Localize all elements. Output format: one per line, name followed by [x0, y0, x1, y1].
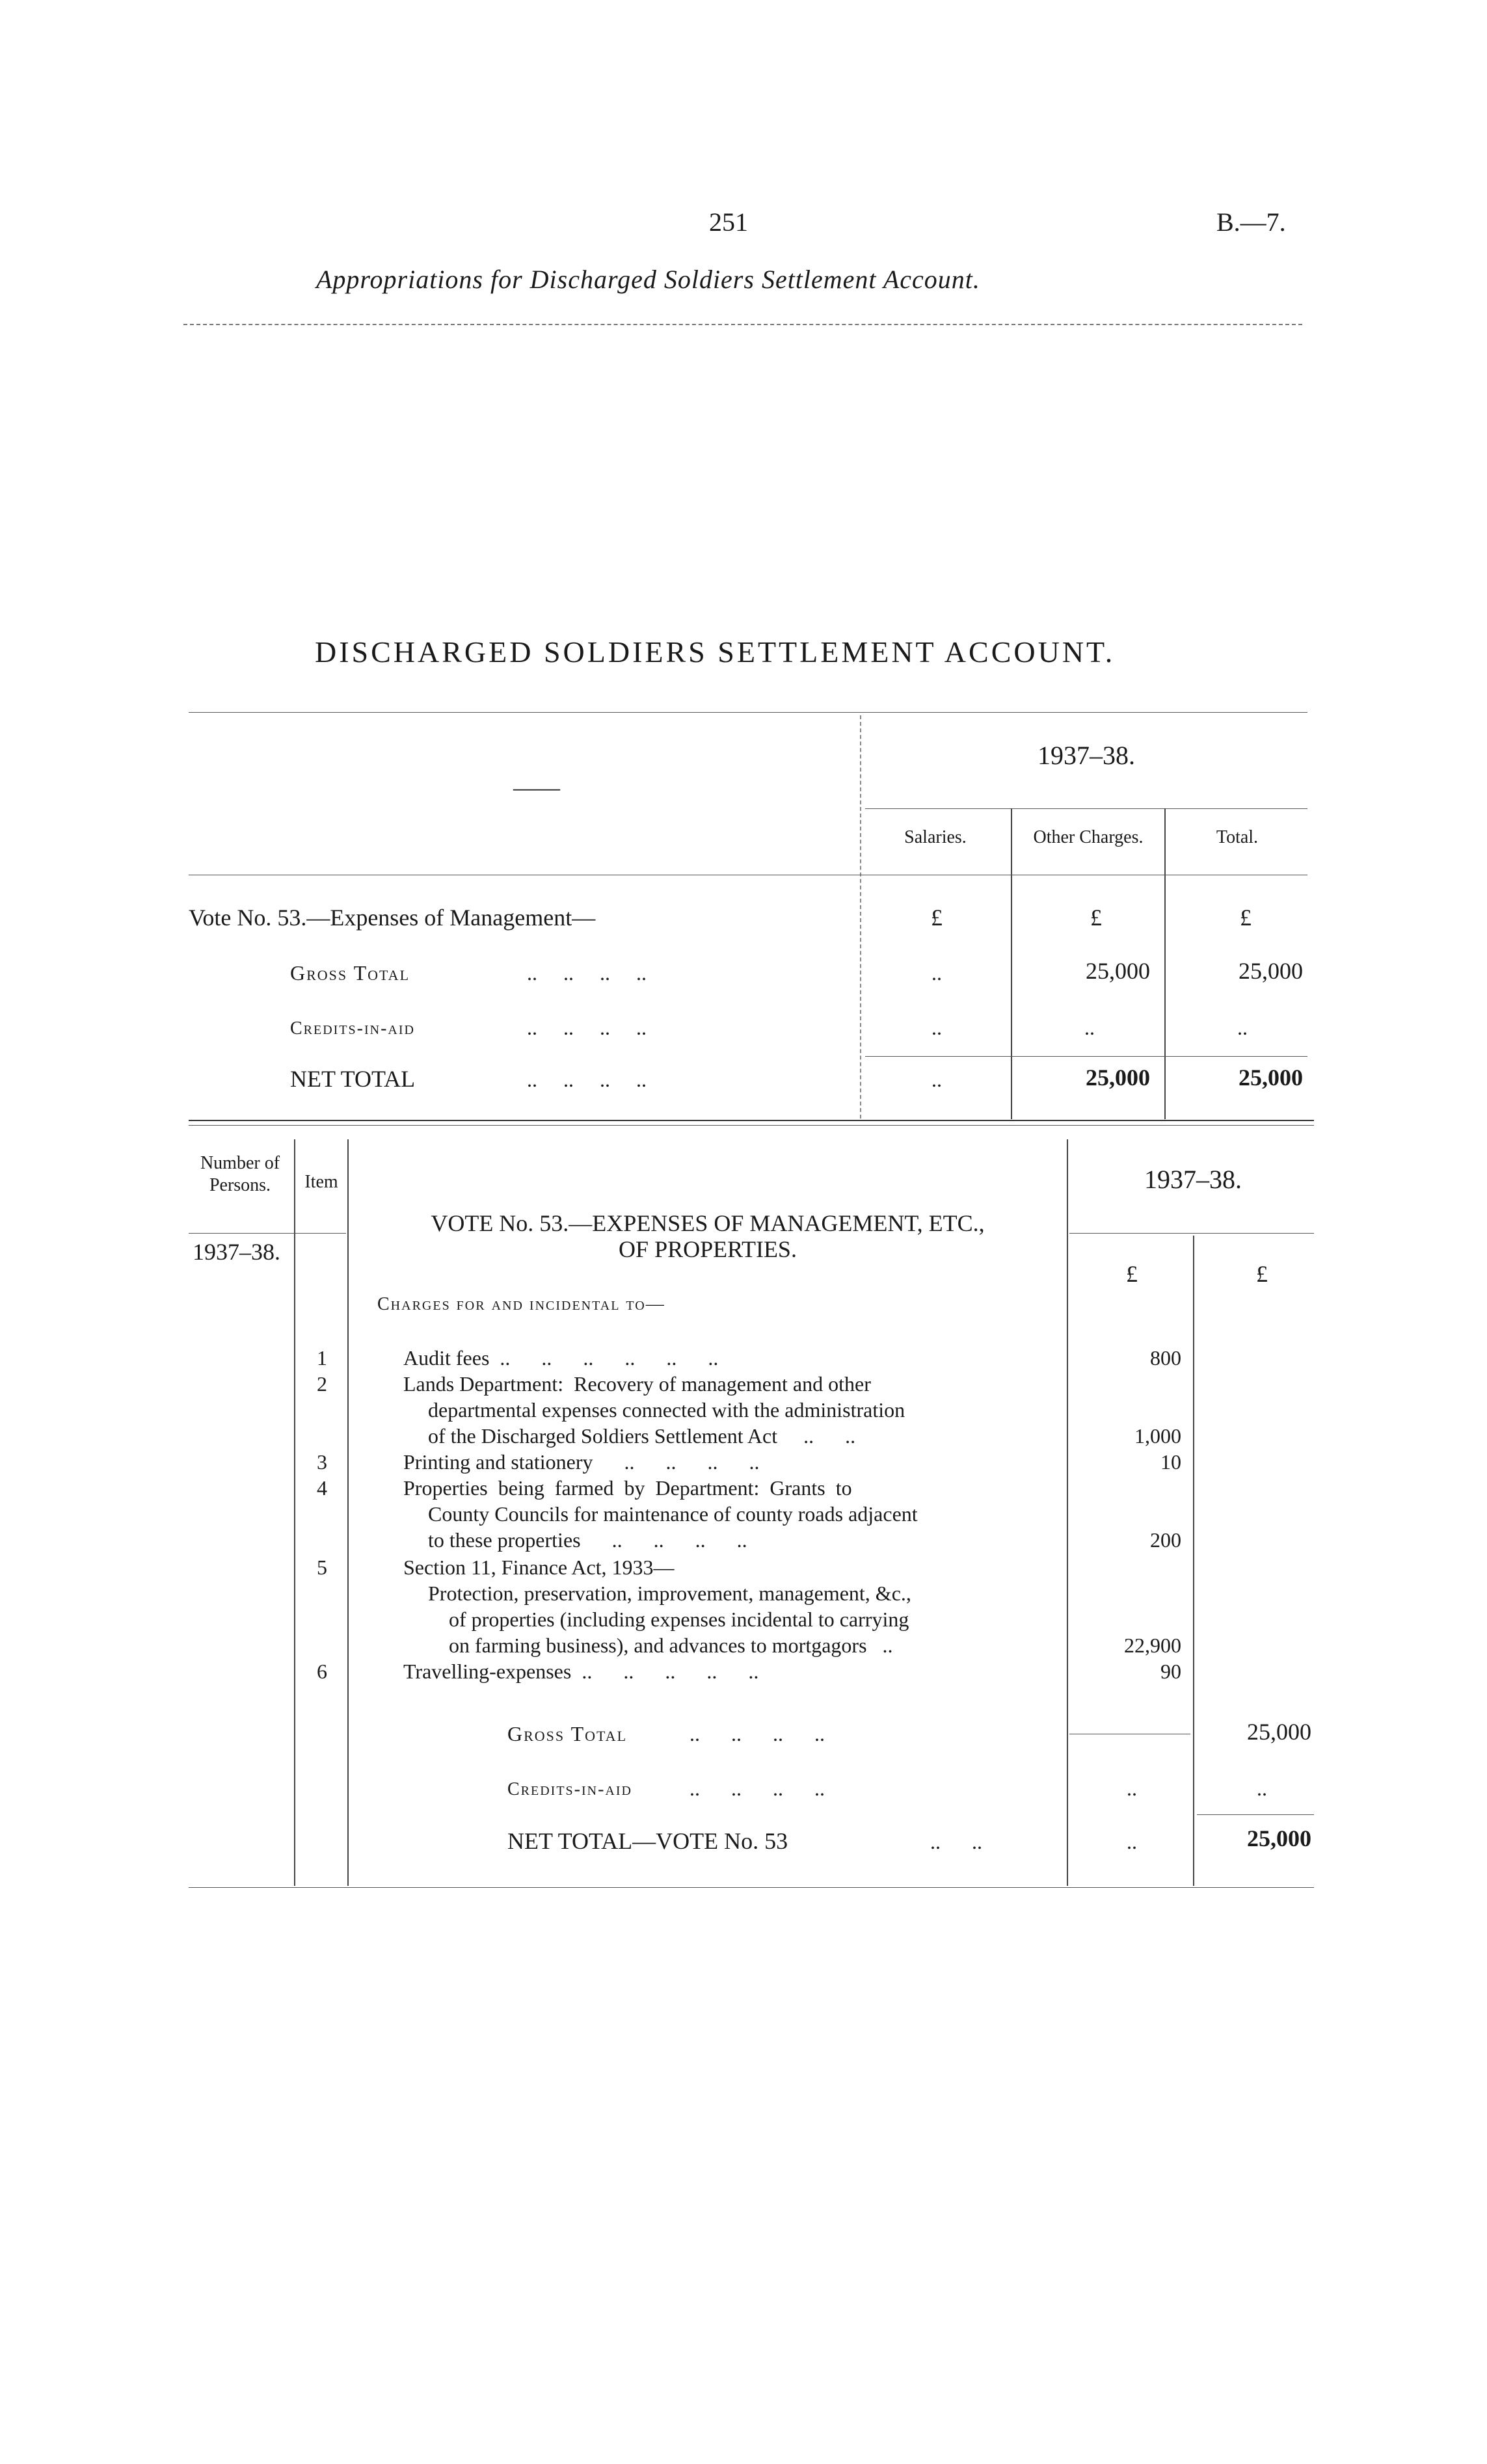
item-4-amount: 200	[1150, 1528, 1181, 1552]
detail-net-label: NET TOTAL—VOTE No. 53	[507, 1828, 788, 1854]
currency-other: £	[1090, 905, 1102, 931]
summary-divider	[860, 715, 861, 1119]
summary-credits-total: ..	[1237, 1016, 1248, 1039]
summary-credits-salaries: ..	[931, 1016, 942, 1039]
summary-col-divider-2	[1164, 808, 1166, 1119]
item-2-line-1: Lands Department: Recovery of management and other	[403, 1372, 871, 1396]
summary-net-total: 25,000	[1239, 1065, 1303, 1091]
summary-gross-dots: .. .. .. ..	[527, 961, 647, 985]
item-1-amount: 800	[1150, 1346, 1181, 1370]
header-rule	[183, 324, 1302, 325]
summary-net-label: NET TOTAL	[290, 1066, 416, 1092]
summary-credits-label: Credits-in-aid	[290, 1018, 415, 1039]
item-5-line-2: Protection, preservation, improvement, management, &c.,	[428, 1582, 911, 1605]
detail-divider-total	[1193, 1236, 1194, 1886]
item-1-line-1: Audit fees .. .. .. .. .. ..	[403, 1346, 719, 1370]
item-number-6: 6	[317, 1660, 327, 1683]
detail-net-total: 25,000	[1247, 1825, 1311, 1851]
summary-credits-other: ..	[1084, 1016, 1095, 1039]
persons-year: 1937–38.	[193, 1239, 280, 1265]
detail-year: 1937–38.	[1144, 1165, 1242, 1194]
detail-credits-label: Credits-in-aid	[507, 1779, 632, 1799]
summary-net-other: 25,000	[1086, 1065, 1150, 1091]
charges-subheading: Charges for and incidental to—	[377, 1294, 665, 1314]
detail-currency-1: £	[1126, 1261, 1138, 1287]
summary-gross-other: 25,000	[1086, 958, 1150, 984]
item-5-line-3: of properties (including expenses incidental to carrying	[449, 1608, 909, 1631]
item-4-line-3: to these properties .. .. .. ..	[428, 1528, 747, 1552]
summary-net-salaries: ..	[931, 1068, 942, 1091]
col-total: Total.	[1216, 827, 1259, 847]
item-2-amount: 1,000	[1134, 1424, 1181, 1448]
item-6-amount: 90	[1160, 1660, 1181, 1683]
item-5-amount: 22,900	[1124, 1634, 1181, 1657]
item-6-line-1: Travelling-expenses .. .. .. .. ..	[403, 1660, 759, 1683]
detail-year-rule	[1069, 1233, 1314, 1234]
vote-title-line-1: VOTE No. 53.—EXPENSES OF MANAGEMENT, ETC.,	[431, 1210, 985, 1236]
currency-salaries: £	[931, 905, 943, 931]
item-2-line-2: departmental expenses connected with the administration	[428, 1398, 905, 1422]
detail-divider-amount	[1067, 1139, 1068, 1886]
summary-gross-label: Gross Total	[290, 961, 410, 985]
summary-bottom-rule-2	[189, 1125, 1314, 1126]
summary-bottom-rule	[189, 1120, 1314, 1121]
detail-bottom-rule	[189, 1887, 1314, 1888]
detail-gross-label: Gross Total	[507, 1722, 628, 1745]
detail-credits-dots: .. .. .. ..	[690, 1777, 825, 1800]
detail-credits-col2: ..	[1257, 1777, 1267, 1800]
item-number-2: 2	[317, 1372, 327, 1396]
col-item: Item	[304, 1172, 338, 1192]
currency-total: £	[1240, 905, 1252, 931]
summary-col-divider-1	[1011, 808, 1012, 1119]
detail-divider-persons	[294, 1139, 295, 1886]
col-salaries: Salaries.	[904, 827, 967, 847]
item-5-line-1: Section 11, Finance Act, 1933—	[403, 1556, 675, 1579]
year-rule	[865, 808, 1307, 809]
detail-net-dots: .. ..	[930, 1830, 982, 1853]
item-number-1: 1	[317, 1346, 327, 1370]
persons-header-rule	[189, 1233, 346, 1234]
summary-placeholder: ——	[513, 775, 560, 801]
detail-gross-dots: .. .. .. ..	[690, 1722, 825, 1745]
running-title: Appropriations for Discharged Soldiers Settlement Account.	[316, 265, 980, 294]
detail-credits-col1: ..	[1127, 1777, 1137, 1800]
summary-top-rule	[189, 712, 1307, 713]
item-number-5: 5	[317, 1556, 327, 1579]
account-title: DISCHARGED SOLDIERS SETTLEMENT ACCOUNT.	[315, 635, 1116, 669]
summary-gross-total: 25,000	[1239, 958, 1303, 984]
document-reference: B.—7.	[1216, 207, 1286, 237]
item-number-4: 4	[317, 1476, 327, 1500]
summary-net-rule	[865, 1056, 1307, 1057]
vote-heading: Vote No. 53.—Expenses of Management—	[189, 905, 596, 931]
detail-net-col1: ..	[1127, 1830, 1137, 1853]
item-3-amount: 10	[1160, 1450, 1181, 1474]
item-3-line-1: Printing and stationery .. .. .. ..	[403, 1450, 760, 1474]
summary-credits-dots: .. .. .. ..	[527, 1016, 647, 1039]
item-5-line-4: on farming business), and advances to mortgagors ..	[449, 1634, 893, 1657]
item-2-line-3: of the Discharged Soldiers Settlement Act .. ..	[428, 1424, 856, 1448]
item-4-line-2: County Councils for maintenance of county roads adjacent	[428, 1502, 918, 1526]
vote-title-line-2: OF PROPERTIES.	[619, 1236, 797, 1262]
col-other-charges: Other Charges.	[1033, 827, 1144, 847]
item-4-line-1: Properties being farmed by Department: Grants to	[403, 1476, 852, 1500]
summary-year: 1937–38.	[1038, 741, 1135, 770]
col-number-of-persons: Number of Persons.	[200, 1153, 280, 1195]
summary-gross-salaries: ..	[931, 961, 942, 985]
detail-gross-total: 25,000	[1247, 1719, 1311, 1745]
detail-currency-2: £	[1256, 1261, 1268, 1287]
summary-net-dots: .. .. .. ..	[527, 1068, 647, 1091]
detail-divider-item	[347, 1139, 349, 1886]
page-number: 251	[709, 207, 748, 237]
detail-net-rule	[1197, 1814, 1314, 1815]
item-number-3: 3	[317, 1450, 327, 1474]
